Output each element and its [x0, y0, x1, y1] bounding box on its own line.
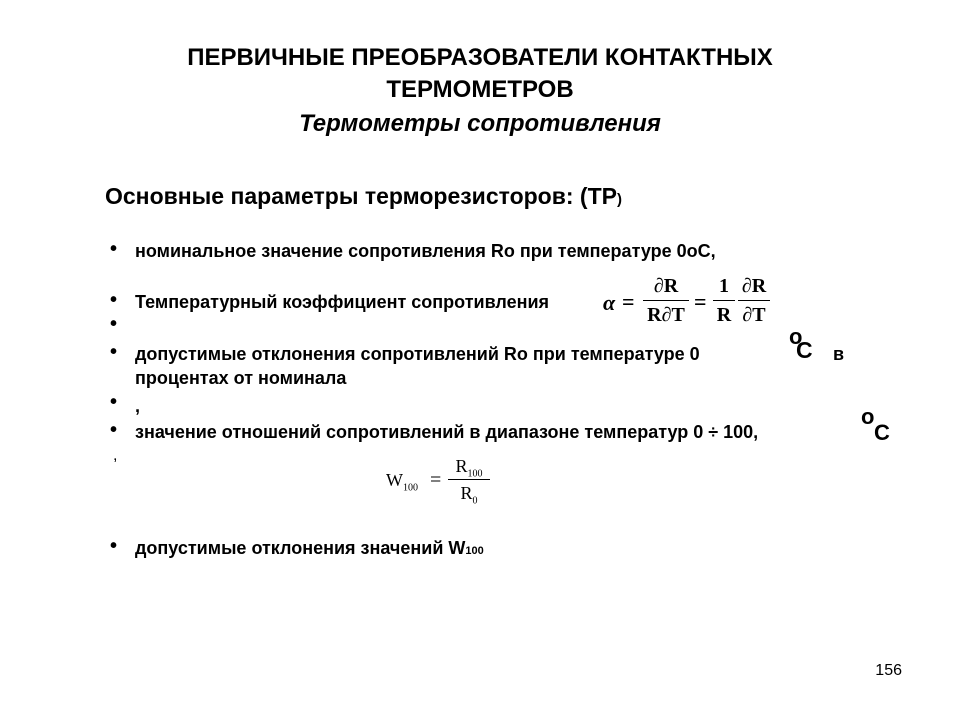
formula-alpha-frac3-den: ∂T	[742, 304, 766, 326]
fraction-bar	[713, 300, 735, 301]
formula-alpha-eq1: =	[622, 289, 635, 314]
fraction-bar	[643, 300, 689, 301]
formula-alpha-frac2-den: R	[716, 304, 732, 326]
bullet-marker: •	[110, 391, 118, 413]
formula-alpha-frac3-num: ∂R	[741, 275, 767, 297]
formula-w-num-sub: 100	[467, 468, 483, 480]
item-tcr: Температурный коэффициент сопротивления	[135, 292, 550, 312]
bullet-marker: •	[110, 238, 118, 260]
formula-w-den-letter: R	[460, 483, 473, 503]
slide-title-line1: ПЕРВИЧНЫЕ ПРЕОБРАЗОВАТЕЛИ КОНТАКТНЫХ	[187, 44, 773, 71]
formula-w-num	[448, 455, 490, 480]
formula-alpha-symbol: α	[603, 290, 616, 315]
section-heading-paren: )	[616, 191, 622, 208]
formula-w-num-letter: R	[455, 456, 468, 476]
item-w-dev-text: допустимые отклонения значений W	[135, 538, 466, 558]
bullet-marker: •	[110, 419, 118, 441]
item-nominal: номинальное значение сопротивления Ro при температуре 0oC,	[135, 241, 716, 261]
item-w-dev	[135, 538, 484, 559]
item-deviation-in: в	[833, 344, 845, 364]
item-deviation-line2: процентах от номинала	[135, 368, 347, 388]
formula-alpha-frac1	[643, 274, 689, 327]
degree-sign: o	[861, 404, 875, 429]
bullet-marker: •	[110, 313, 118, 335]
item-comma: ,	[135, 396, 141, 416]
formula-alpha-frac3	[738, 274, 770, 327]
formula-w-lhs-sub: 100	[403, 482, 418, 494]
item-ratio: значение отношений сопротивлений в диапазоне температур 0 ÷ 100,	[135, 422, 759, 442]
page-number: 156	[875, 662, 902, 679]
formula-alpha-frac2	[713, 274, 735, 327]
fraction-bar	[738, 300, 770, 301]
bullet-marker: •	[110, 341, 118, 363]
stray-comma: ,	[113, 447, 118, 464]
deviation-unit: C	[796, 337, 813, 363]
formula-alpha-frac1-den: R∂T	[647, 304, 685, 326]
degree-sign: o	[789, 324, 803, 349]
slide-title-line2: ТЕРМОМЕТРОВ	[386, 76, 574, 103]
formula-w-den-sub: 0	[472, 495, 478, 507]
item-deviation: допустимые отклонения сопротивлений Ro при температуре 0	[135, 344, 700, 364]
bullet-marker: •	[110, 289, 118, 311]
formula-alpha-frac2-num: 1	[719, 275, 729, 297]
bullet-marker: •	[110, 535, 118, 557]
item-w-dev-sub: 100	[465, 545, 484, 557]
formula-w-den	[448, 482, 490, 507]
slide-subtitle: Термометры сопротивления	[299, 110, 661, 137]
formula-w-lhs	[386, 470, 418, 494]
formula-w-frac	[448, 455, 490, 507]
formula-alpha-eq2: =	[694, 289, 707, 314]
section-heading-text: Основные параметры терморезисторов: (ТР	[105, 183, 617, 209]
formula-w-lhs-letter: W	[386, 470, 403, 490]
section-heading	[105, 183, 622, 210]
formula-alpha-frac1-num: ∂R	[653, 275, 679, 297]
formula-w-eq: =	[430, 469, 442, 491]
ratio-unit: C	[874, 420, 890, 445]
